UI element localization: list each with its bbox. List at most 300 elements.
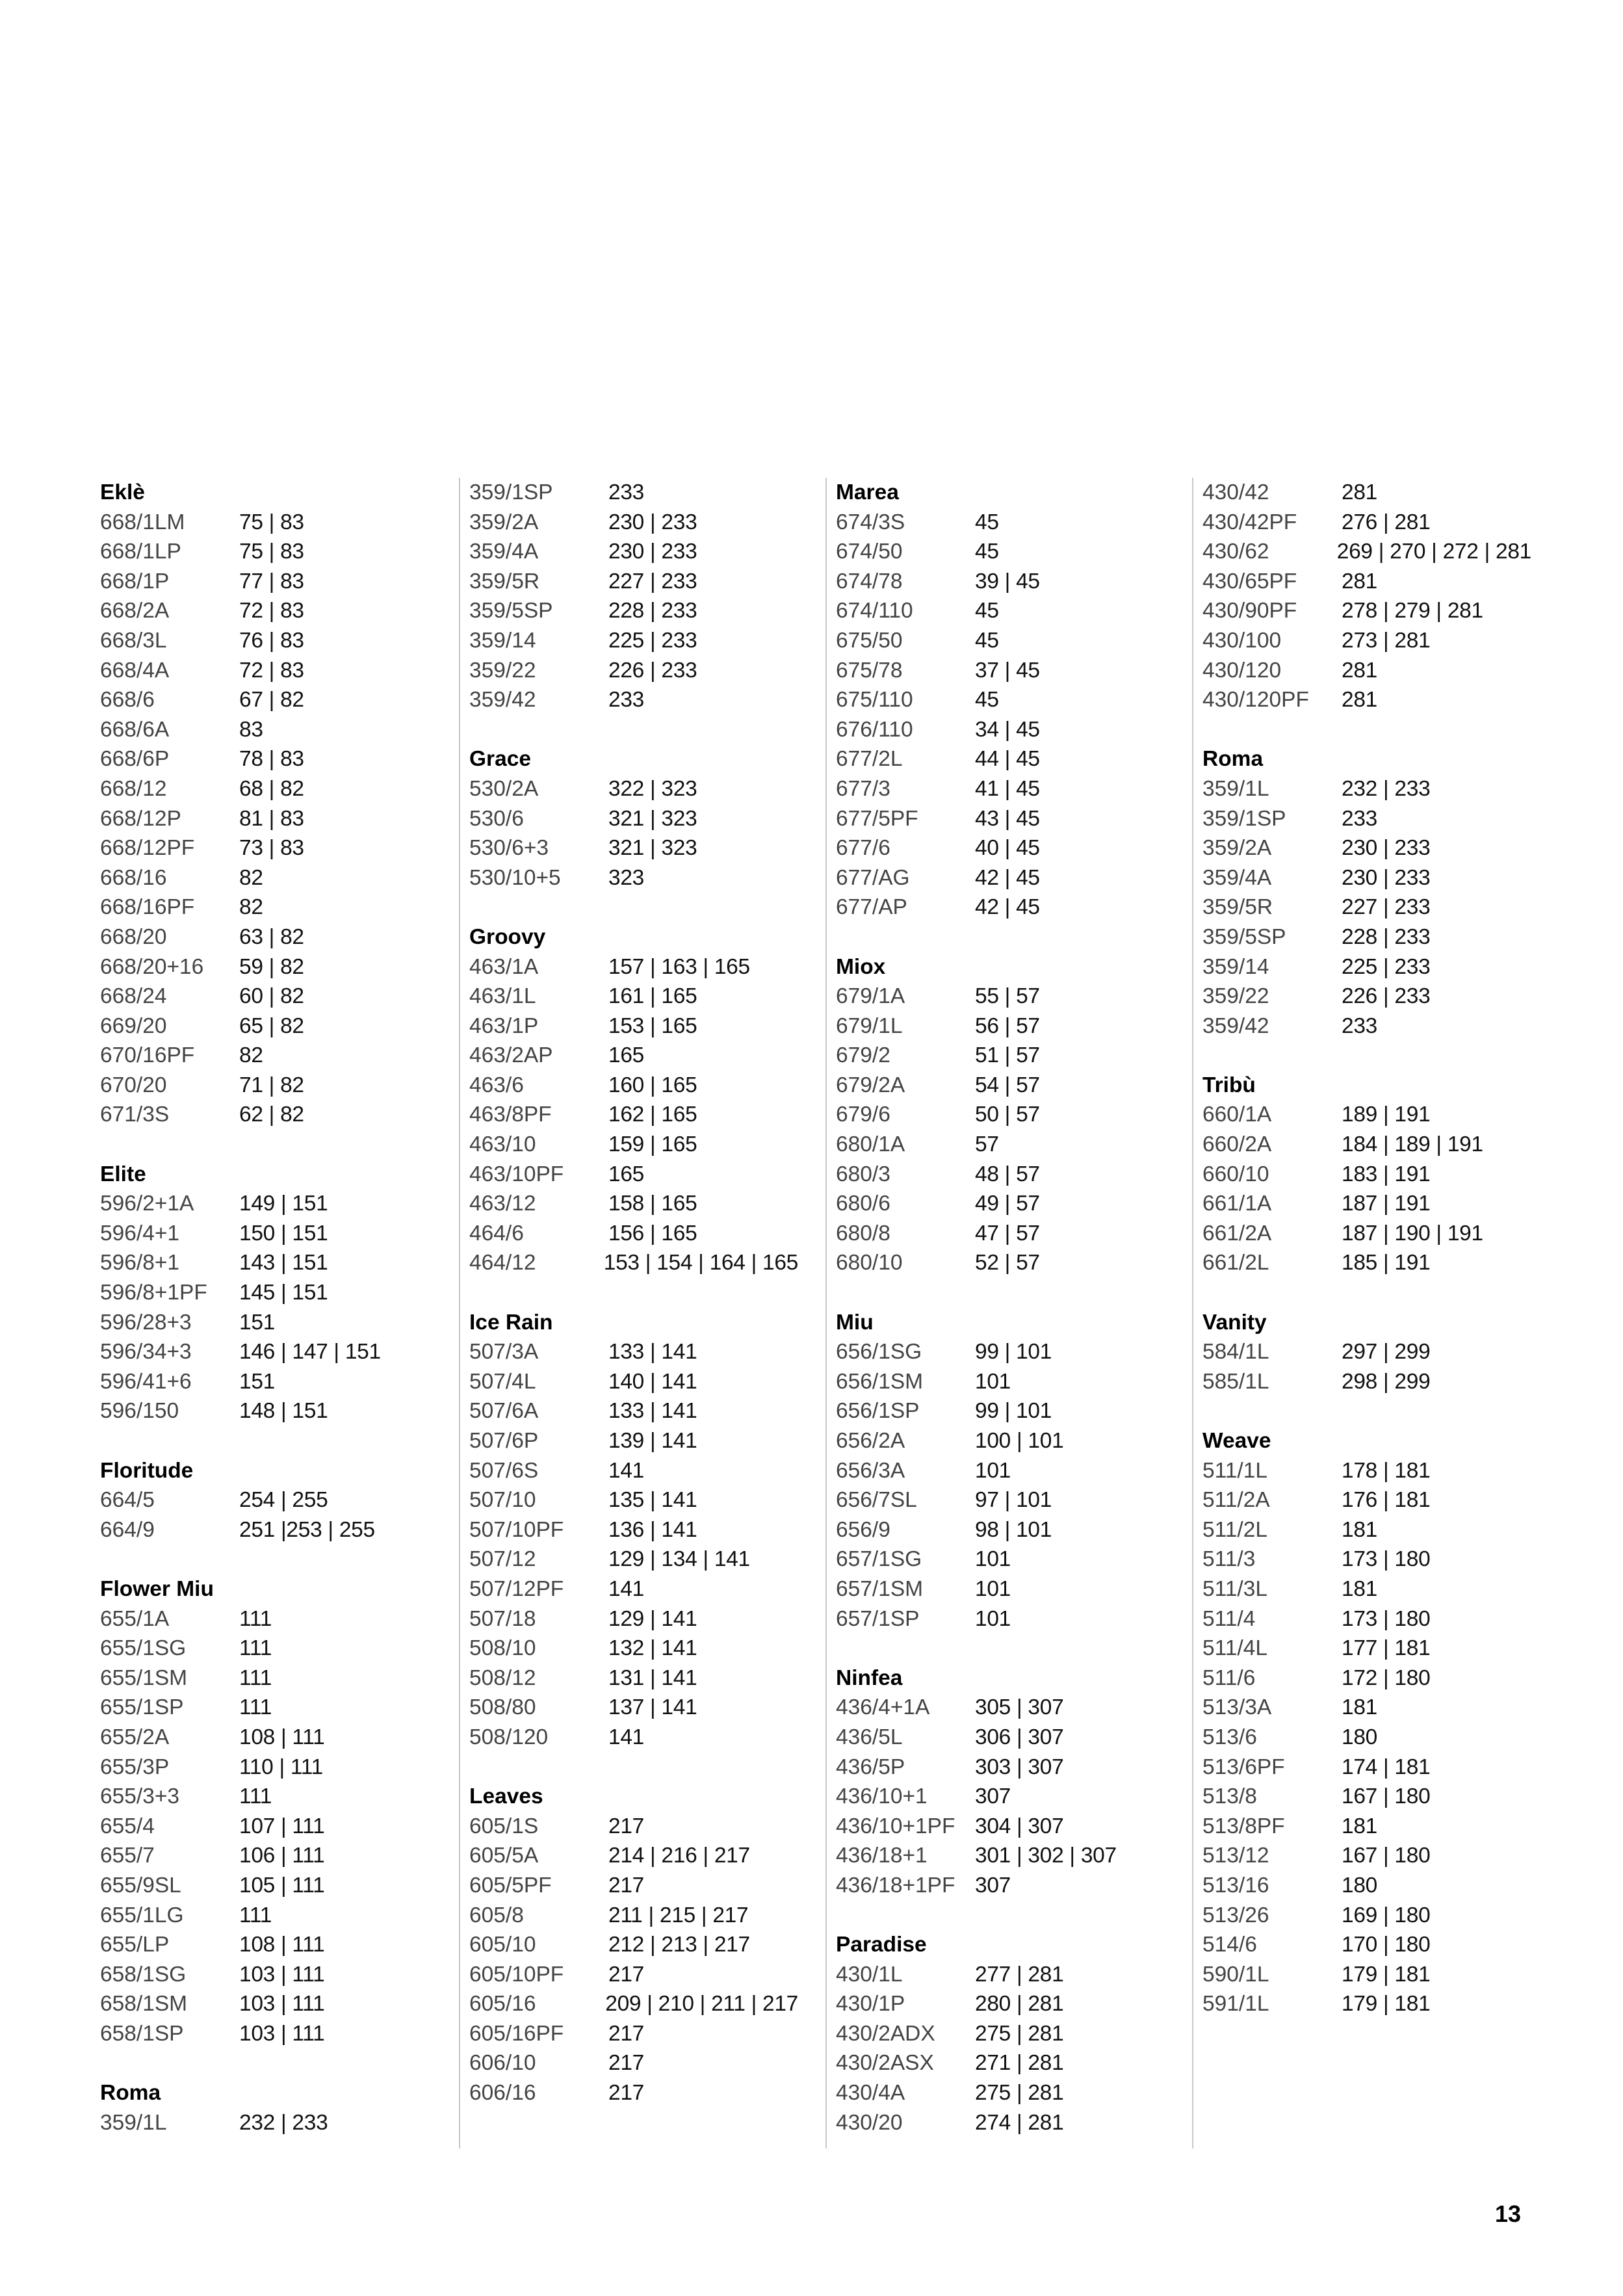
index-row (827, 1693, 1165, 1723)
product-code: 463/2AP (469, 1043, 553, 1068)
product-code: 464/12 (469, 1251, 536, 1275)
product-code: 675/110 (836, 688, 913, 712)
product-code: 605/1S (469, 1814, 539, 1838)
product-code: 655/LP (100, 1933, 170, 1957)
product-code: 436/5L (836, 1725, 903, 1749)
index-row (91, 1041, 429, 1071)
page-references: 99 | 101 (975, 1399, 1052, 1424)
page-references: 173 | 180 (1342, 1547, 1431, 1572)
index-row (1193, 508, 1531, 538)
index-row (91, 715, 429, 745)
index-row (827, 596, 1165, 626)
page-references: 40 | 45 (975, 836, 1040, 861)
page-references: 323 (608, 865, 644, 890)
page-references: 49 | 57 (975, 1192, 1040, 1216)
product-code: 670/20 (100, 1073, 167, 1097)
index-row (827, 1367, 1165, 1397)
index-row (460, 1219, 798, 1249)
index-row (1193, 952, 1531, 982)
page-references: 57 (975, 1132, 999, 1157)
page-references: 254 | 255 (239, 1488, 328, 1513)
index-row (827, 893, 1165, 922)
index-row (91, 596, 429, 626)
page-references: 161 | 165 (608, 984, 697, 1009)
page-references: 211 | 215 | 217 (608, 1903, 749, 1927)
page-references: 50 | 57 (975, 1102, 1040, 1127)
index-row (827, 2078, 1165, 2108)
product-code: 605/8 (469, 1903, 524, 1927)
index-row (827, 567, 1165, 597)
page-references: 145 | 151 (239, 1281, 328, 1305)
page-references: 133 | 141 (608, 1399, 697, 1424)
index-row (91, 1515, 429, 1545)
index-row (460, 508, 798, 538)
product-code: 656/7SL (836, 1488, 917, 1513)
page-references: 307 (975, 1873, 1011, 1898)
page-references: 217 (608, 2081, 644, 2106)
page-references: 52 | 57 (975, 1251, 1040, 1275)
page-references: 217 (608, 1962, 644, 1987)
index-row (1193, 1604, 1531, 1634)
page-references: 281 (1342, 658, 1377, 683)
product-code: 511/4L (1202, 1636, 1267, 1661)
index-row (827, 1130, 1165, 1160)
page-references: 230 | 233 (1342, 865, 1431, 890)
page-references: 42 | 45 (975, 895, 1040, 920)
product-code: 530/2A (469, 776, 539, 801)
product-code: 605/10PF (469, 1962, 564, 1987)
product-code: 430/20 (836, 2110, 903, 2135)
index-row (1193, 656, 1531, 686)
page-references: 55 | 57 (975, 984, 1040, 1009)
page-references: 68 | 82 (239, 776, 304, 801)
page-references: 132 | 141 (608, 1636, 697, 1661)
product-code: 511/2L (1202, 1517, 1267, 1542)
product-code: 513/6PF (1202, 1755, 1285, 1779)
product-code: 430/42PF (1202, 510, 1297, 534)
index-row (460, 1723, 798, 1753)
index-row (827, 656, 1165, 686)
product-code: 677/6 (836, 836, 890, 861)
index-row (1193, 1219, 1531, 1249)
section-spacer (460, 1278, 798, 1308)
index-row (827, 804, 1165, 834)
product-code: 656/3A (836, 1458, 905, 1483)
page-references: 103 | 111 (239, 2021, 325, 2046)
collection-heading: Groovy (469, 924, 546, 949)
product-code: 658/1SG (100, 1962, 187, 1987)
collection-heading: Weave (1202, 1429, 1271, 1453)
page-references: 111 (239, 1784, 272, 1809)
product-code: 677/2L (836, 747, 903, 772)
index-row (1193, 626, 1531, 656)
product-code: 584/1L (1202, 1340, 1269, 1364)
product-code: 508/80 (469, 1695, 536, 1720)
page-references: 39 | 45 (975, 569, 1040, 594)
page-references: 81 | 83 (239, 806, 304, 831)
index-row (827, 1604, 1165, 1634)
product-code: 508/12 (469, 1665, 536, 1690)
product-code: 679/2A (836, 1073, 905, 1097)
page-references: 72 | 83 (239, 658, 304, 683)
collection-heading: Flower Miu (100, 1576, 214, 1601)
page-references: 135 | 141 (608, 1488, 697, 1513)
product-code: 359/2A (469, 510, 539, 534)
index-row (460, 1604, 798, 1634)
page-references: 281 (1342, 480, 1377, 504)
product-code: 668/20+16 (100, 954, 204, 979)
index-row (460, 478, 798, 508)
product-code: 359/4A (469, 540, 539, 564)
page-references: 212 | 213 | 217 (608, 1933, 750, 1957)
product-code: 513/3A (1202, 1695, 1272, 1720)
product-code: 605/5A (469, 1844, 539, 1868)
index-row (91, 1723, 429, 1753)
page-references: 278 | 279 | 281 (1342, 599, 1483, 623)
index-row (460, 833, 798, 863)
index-row (1193, 863, 1531, 893)
index-row (460, 1960, 798, 1990)
page-references: 111 (239, 1606, 272, 1631)
page-references: 232 | 233 (1342, 776, 1431, 801)
section-spacer (460, 893, 798, 922)
page-references: 111 (239, 1695, 272, 1720)
index-row (827, 537, 1165, 567)
page-references: 269 | 270 | 272 | 281 (1336, 540, 1531, 564)
product-code: 605/5PF (469, 1873, 552, 1898)
product-code: 657/1SM (836, 1576, 924, 1601)
product-code: 664/9 (100, 1517, 155, 1542)
index-row (460, 1634, 798, 1663)
collection-heading: Ice Rain (469, 1310, 553, 1335)
index-row (460, 567, 798, 597)
product-code: 359/1L (1202, 776, 1269, 801)
index-row (1193, 1871, 1531, 1901)
page-references: 47 | 57 (975, 1221, 1040, 1246)
product-code: 530/10+5 (469, 865, 561, 890)
collection-heading: Vanity (1202, 1310, 1267, 1335)
index-row (91, 1189, 429, 1219)
page-references: 82 (239, 865, 263, 890)
page-references: 187 | 191 (1342, 1192, 1431, 1216)
product-code: 359/5SP (1202, 924, 1286, 949)
index-row (1193, 1100, 1531, 1130)
page-references: 274 | 281 (975, 2110, 1064, 2135)
index-row (91, 2019, 429, 2049)
page-references: 165 (608, 1043, 644, 1068)
product-code: 359/4A (1202, 865, 1272, 890)
page-number: 13 (1495, 2200, 1522, 2227)
page-references: 281 (1342, 569, 1377, 594)
index-row (91, 1782, 429, 1812)
product-code: 359/5R (469, 569, 540, 594)
page-references: 178 | 181 (1342, 1458, 1431, 1483)
index-row (460, 1485, 798, 1515)
page-references: 107 | 111 (239, 1814, 325, 1838)
index-row (827, 626, 1165, 656)
index-row (827, 1841, 1165, 1871)
index-row (91, 1634, 429, 1663)
product-code: 359/14 (1202, 954, 1269, 979)
index-row (1193, 1456, 1531, 1486)
index-row (460, 537, 798, 567)
index-row (460, 1011, 798, 1041)
index-row (827, 1456, 1165, 1486)
collection-heading: Marea (836, 480, 899, 504)
index-row (460, 1515, 798, 1545)
page-references: 228 | 233 (608, 599, 697, 623)
product-code: 668/2A (100, 599, 170, 623)
product-code: 511/3 (1202, 1547, 1256, 1572)
product-code: 530/6 (469, 806, 524, 831)
index-row (460, 1901, 798, 1931)
product-code: 605/10 (469, 1933, 536, 1957)
index-row (91, 2108, 429, 2138)
collection-heading: Leaves (469, 1784, 543, 1809)
product-code: 680/1A (836, 1132, 905, 1157)
index-row (1193, 596, 1531, 626)
index-row (1193, 1930, 1531, 1960)
product-code: 668/1P (100, 569, 170, 594)
index-row (1193, 1515, 1531, 1545)
page-references: 180 (1342, 1873, 1377, 1898)
index-row (460, 1189, 798, 1219)
product-code: 677/3 (836, 776, 890, 801)
page-references: 149 | 151 (239, 1192, 328, 1216)
page-references: 232 | 233 (239, 2110, 328, 2135)
page-references: 321 | 323 (608, 806, 697, 831)
page-references: 170 | 180 (1342, 1933, 1431, 1957)
page-references: 101 (975, 1547, 1011, 1572)
product-code: 596/8+1PF (100, 1281, 207, 1305)
product-code: 507/12 (469, 1547, 536, 1572)
page-references: 78 | 83 (239, 747, 304, 772)
product-code: 359/5SP (469, 599, 553, 623)
index-row (91, 567, 429, 597)
product-code: 605/16 (469, 1992, 536, 2016)
product-code: 680/10 (836, 1251, 903, 1275)
product-code: 585/1L (1202, 1369, 1269, 1394)
product-code: 513/8 (1202, 1784, 1257, 1809)
product-code: 530/6+3 (469, 836, 549, 861)
index-row (460, 1693, 798, 1723)
product-code: 655/2A (100, 1725, 170, 1749)
product-code: 676/110 (836, 717, 913, 742)
index-row (460, 1456, 798, 1486)
page-references: 45 (975, 540, 999, 564)
product-code: 656/1SG (836, 1340, 922, 1364)
product-code: 661/1A (1202, 1192, 1272, 1216)
collection-heading: Tribù (1202, 1073, 1256, 1097)
index-row (827, 774, 1165, 804)
index-row (1193, 893, 1531, 922)
index-row (827, 1071, 1165, 1101)
product-code: 436/10+1PF (836, 1814, 955, 1838)
product-code: 668/16PF (100, 895, 195, 920)
index-row (827, 1041, 1165, 1071)
index-row (827, 2019, 1165, 2049)
index-row (827, 1248, 1165, 1278)
page-references: 275 | 281 (975, 2021, 1064, 2046)
index-row (91, 1871, 429, 1901)
product-code: 430/4A (836, 2081, 905, 2106)
index-row (827, 1011, 1165, 1041)
index-row (91, 1337, 429, 1367)
page-references: 54 | 57 (975, 1073, 1040, 1097)
collection-heading: Grace (469, 747, 531, 772)
section-spacer (460, 715, 798, 745)
product-code: 596/41+6 (100, 1369, 192, 1394)
product-code: 677/AP (836, 895, 907, 920)
product-code: 668/1LP (100, 540, 181, 564)
page-references: 99 | 101 (975, 1340, 1052, 1364)
page-references: 146 | 147 | 151 (239, 1340, 381, 1364)
index-row (91, 863, 429, 893)
page-references: 179 | 181 (1342, 1992, 1431, 2016)
product-code: 677/5PF (836, 806, 918, 831)
page-references: 136 | 141 (608, 1517, 697, 1542)
page-references: 297 | 299 (1342, 1340, 1431, 1364)
page-references: 111 (239, 1636, 272, 1661)
page-references: 65 | 82 (239, 1013, 304, 1038)
product-code: 359/42 (469, 688, 536, 712)
page-references: 101 (975, 1458, 1011, 1483)
index-row (827, 1574, 1165, 1604)
index-row (460, 1426, 798, 1456)
index-row (1193, 1160, 1531, 1190)
collection-heading: Miu (836, 1310, 874, 1335)
page-references: 141 (608, 1458, 644, 1483)
page-references: 150 | 151 (239, 1221, 328, 1246)
index-row (91, 1219, 429, 1249)
product-code: 668/20 (100, 924, 167, 949)
index-row (460, 1160, 798, 1190)
page-references: 298 | 299 (1342, 1369, 1431, 1394)
product-code: 674/110 (836, 599, 913, 623)
index-row (827, 1782, 1165, 1812)
index-row (1193, 1723, 1531, 1753)
page-references: 214 | 216 | 217 (608, 1844, 750, 1868)
index-row (827, 982, 1165, 1011)
product-code: 596/4+1 (100, 1221, 180, 1246)
index-row (1193, 1485, 1531, 1515)
product-code: 464/6 (469, 1221, 524, 1246)
index-column-1 (91, 478, 429, 2148)
index-row (91, 1812, 429, 1842)
page-references: 209 | 210 | 211 | 217 (605, 1992, 798, 2016)
index-row (91, 1071, 429, 1101)
product-code: 675/78 (836, 658, 903, 683)
section-spacer (1193, 1396, 1531, 1426)
index-row (460, 774, 798, 804)
product-code: 463/8PF (469, 1102, 552, 1127)
page-references: 322 | 323 (608, 776, 697, 801)
index-row (91, 1604, 429, 1634)
index-row (91, 744, 429, 774)
index-row (827, 1960, 1165, 1990)
product-code: 507/18 (469, 1606, 536, 1631)
page-references: 129 | 134 | 141 (608, 1547, 750, 1572)
product-code: 511/4 (1202, 1606, 1256, 1631)
page-references: 217 (608, 1873, 644, 1898)
index-row (1193, 1545, 1531, 1574)
page-references: 158 | 165 (608, 1192, 697, 1216)
index-row (827, 685, 1165, 715)
collection-heading: Roma (1202, 747, 1264, 772)
index-row (1193, 1011, 1531, 1041)
product-code: 591/1L (1202, 1992, 1269, 2016)
product-code: 605/16PF (469, 2021, 564, 2046)
product-code: 359/22 (1202, 984, 1269, 1009)
product-code: 674/50 (836, 540, 903, 564)
product-code: 463/12 (469, 1192, 536, 1216)
page-references: 281 (1342, 688, 1377, 712)
index-row (91, 1248, 429, 1278)
index-row (1193, 1960, 1531, 1990)
section-spacer (827, 922, 1165, 952)
section-spacer (1193, 1278, 1531, 1308)
product-code: 668/6P (100, 747, 170, 772)
index-row (460, 1545, 798, 1574)
product-code: 511/6 (1202, 1665, 1256, 1690)
product-code: 660/2A (1202, 1132, 1272, 1157)
index-row (1193, 567, 1531, 597)
product-code: 508/10 (469, 1636, 536, 1661)
index-row (827, 1723, 1165, 1753)
product-code: 359/1L (100, 2110, 167, 2135)
index-row (460, 1812, 798, 1842)
product-code: 511/1L (1202, 1458, 1267, 1483)
product-code: 596/150 (100, 1399, 179, 1424)
page-references: 226 | 233 (608, 658, 697, 683)
index-row (460, 1396, 798, 1426)
product-code: 430/65PF (1202, 569, 1297, 594)
section-spacer (91, 1130, 429, 1160)
product-code: 430/120 (1202, 658, 1282, 683)
page-references: 303 | 307 (975, 1755, 1064, 1779)
page-references: 167 | 180 (1342, 1844, 1431, 1868)
page-references: 143 | 151 (239, 1251, 328, 1275)
index-row (91, 774, 429, 804)
product-code: 359/1SP (1202, 806, 1286, 831)
page-references: 101 (975, 1606, 1011, 1631)
page-references: 230 | 233 (608, 540, 697, 564)
page-references: 226 | 233 (1342, 984, 1431, 1009)
page-references: 108 | 111 (239, 1725, 325, 1749)
page-references: 275 | 281 (975, 2081, 1064, 2106)
product-code: 655/3P (100, 1755, 170, 1779)
page-references: 167 | 180 (1342, 1784, 1431, 1809)
page-references: 276 | 281 (1342, 510, 1431, 534)
index-row (1193, 1812, 1531, 1842)
page-references: 280 | 281 (975, 1992, 1064, 2016)
index-row (460, 863, 798, 893)
index-row (91, 952, 429, 982)
index-row (827, 1337, 1165, 1367)
page-references: 98 | 101 (975, 1517, 1052, 1542)
product-code: 430/2ADX (836, 2021, 935, 2046)
page-references: 151 (239, 1310, 275, 1335)
index-row (460, 1337, 798, 1367)
index-row (1193, 1841, 1531, 1871)
index-row (1193, 1574, 1531, 1604)
page-references: 172 | 180 (1342, 1665, 1431, 1690)
page-references: 307 (975, 1784, 1011, 1809)
product-code: 680/6 (836, 1192, 890, 1216)
collection-heading: Miox (836, 954, 886, 979)
product-code: 668/6A (100, 717, 170, 742)
page-references: 181 (1342, 1695, 1377, 1720)
